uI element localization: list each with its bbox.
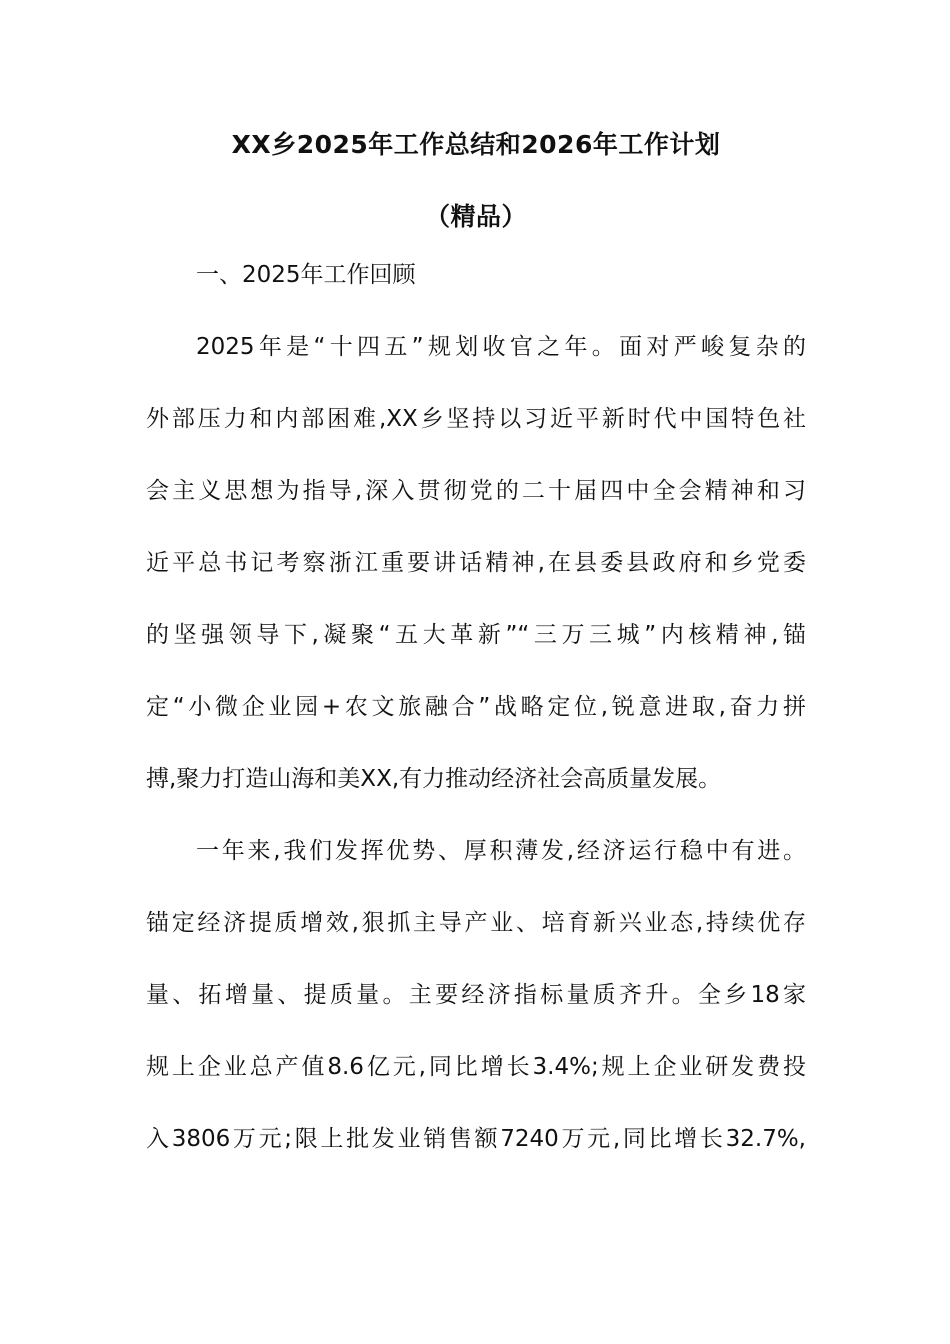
document-title: XX乡2025年工作总结和2026年工作计划 (231, 130, 721, 159)
paragraph-line: 一年来,我们发挥优势、厚积薄发,经济运行稳中有进。 (196, 838, 806, 864)
section-heading: 一、2025年工作回顾 (196, 262, 416, 288)
document-subtitle: （精品） (424, 202, 527, 231)
paragraph-line: 会主义思想为指导,深入贯彻党的二十届四中全会精神和习 (146, 478, 806, 504)
paragraph-line: 近平总书记考察浙江重要讲话精神,在县委县政府和乡党委 (146, 550, 806, 576)
paragraph-line: 搏,聚力打造山海和美XX,有力推动经济社会高质量发展。 (146, 766, 722, 792)
paragraph-line: 的坚强领导下,凝聚“五大革新”“三万三城”内核精神,锚 (146, 622, 806, 648)
paragraph-line: 定“小微企业园+农文旅融合”战略定位,锐意进取,奋力拼 (146, 694, 806, 720)
paragraph-line: 规上企业总产值8.6亿元,同比增长3.4%;规上企业研发费投 (146, 1054, 806, 1080)
paragraph-line: 入3806万元;限上批发业销售额7240万元,同比增长32.7%, (146, 1126, 806, 1152)
paragraph-line: 锚定经济提质增效,狠抓主导产业、培育新兴业态,持续优存 (146, 910, 806, 936)
paragraph-line: 2025年是“十四五”规划收官之年。面对严峻复杂的 (196, 334, 806, 360)
paragraph-line: 量、拓增量、提质量。主要经济指标量质齐升。全乡18家 (146, 982, 806, 1008)
paragraph-line: 外部压力和内部困难,XX乡坚持以习近平新时代中国特色社 (146, 406, 806, 432)
